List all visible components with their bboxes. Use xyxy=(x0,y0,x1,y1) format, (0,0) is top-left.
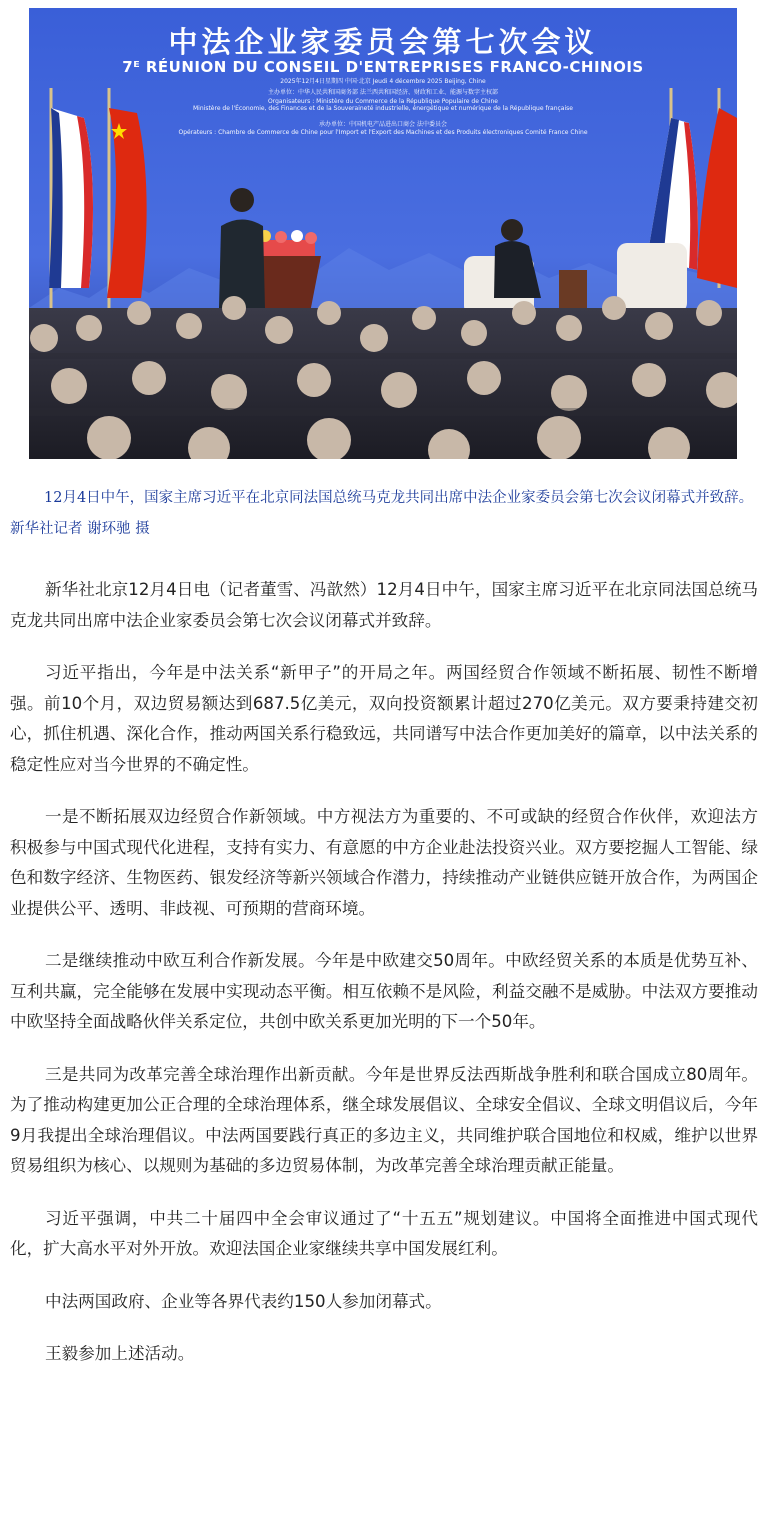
news-photo xyxy=(29,8,737,459)
banner-date: 2025年12月4日星期四 中国·北京 Jeudi 4 décembre 2025 Beijing, Chine xyxy=(280,78,486,85)
paragraph: 三是共同为改革完善全球治理作出新贡献。今年是世界反法西斯战争胜利和联合国成立80周年。为了推动构建更加公正合理的全球治理体系，继全球发展倡议、全球安全倡议、全球文明倡议后，今年9月我提出全球治理倡议。中法两国要践行真正的多边主义，共同维护联合国地位和权威，维护以世界贸易组织为核心、以规则为基础的多边贸易体制，为改革完善全球治理贡献正能量。 xyxy=(10,1064,758,1175)
banner-operator-fr: Opérateurs : Chambre de Commerce de Chine pour l'Import et l'Export des Machines et des Produits électroniques Comité France Chine xyxy=(178,129,588,136)
banner-host-fr2: Ministère de l'Économie, des Finances et de la Souveraineté industrielle, énergétique et numérique de la République française xyxy=(193,105,573,112)
photo-caption-text: 12月4日中午，国家主席习近平在北京同法国总统马克龙共同出席中法企业家委员会第七次会议闭幕式并致辞。新华社记者 谢环驰 摄 xyxy=(10,490,754,537)
photo-caption xyxy=(10,483,755,545)
paragraph: 二是继续推动中欧互利合作新发展。今年是中欧建交50周年。中欧经贸关系的本质是优势互补、互利共赢，完全能够在发展中实现动态平衡。相互依赖不是风险，利益交融不是威胁。中法双方要推动中欧坚持全面战略伙伴关系定位，共创中欧关系更加光明的下一个50年。 xyxy=(10,951,758,1031)
audience xyxy=(29,296,737,459)
banner-operator-cn: 承办单位：中国机电产品进出口商会 法中委员会 xyxy=(319,121,447,128)
banner-host-cn: 主办单位：中华人民共和国商务部 法兰西共和国经济、财政和工业、能源与数字主权部 xyxy=(268,89,498,96)
paragraph: 中法两国政府、企业等各界代表约150人参加闭幕式。 xyxy=(45,1291,442,1311)
paragraph: 新华社北京12月4日电（记者董雪、冯歆然）12月4日中午，国家主席习近平在北京同法国总统马克龙共同出席中法企业家委员会第七次会议闭幕式并致辞。 xyxy=(10,580,758,630)
paragraph: 王毅参加上述活动。 xyxy=(45,1344,195,1363)
paragraph: 一是不断拓展双边经贸合作新领域。中方视法方为重要的、不可或缺的经贸合作伙伴，欢迎法方积极参与中国式现代化进程，支持有实力、有意愿的中方企业赴法投资兴业。双方要挖掘人工智能、绿色和数字经济、生物医药、银发经济等新兴领域合作潜力，持续推动产业链供应链开放合作，为两国企业提供公平、透明、非歧视、可预期的营商环境。 xyxy=(10,807,758,918)
banner-title-cn: 中法企业家委员会第七次会议 xyxy=(168,25,598,59)
banner-title-fr: 7ᴱ RÉUNION DU CONSEIL D'ENTREPRISES FRANCO-CHINOIS xyxy=(122,58,644,76)
paragraph: 习近平指出，今年是中法关系“新甲子”的开局之年。两国经贸合作领域不断拓展、韧性不断增强。前10个月，双边贸易额达到687.5亿美元，双向投资额累计超过270亿美元。双方要秉持建交初心，抓住机遇、深化合作，推动两国关系行稳致远，共同谱写中法合作更加美好的篇章，以中法关系的稳定性应对当今世界的不确定性。 xyxy=(10,663,758,774)
banner-host-fr1: Organisateurs : Ministère du Commerce de la République Populaire de Chine xyxy=(268,98,498,105)
article-body xyxy=(10,575,758,1392)
paragraph: 习近平强调，中共二十届四中全会审议通过了“十五五”规划建议。中国将全面推进中国式现代化，扩大高水平对外开放。欢迎法国企业家继续共享中国发展红利。 xyxy=(10,1208,758,1258)
